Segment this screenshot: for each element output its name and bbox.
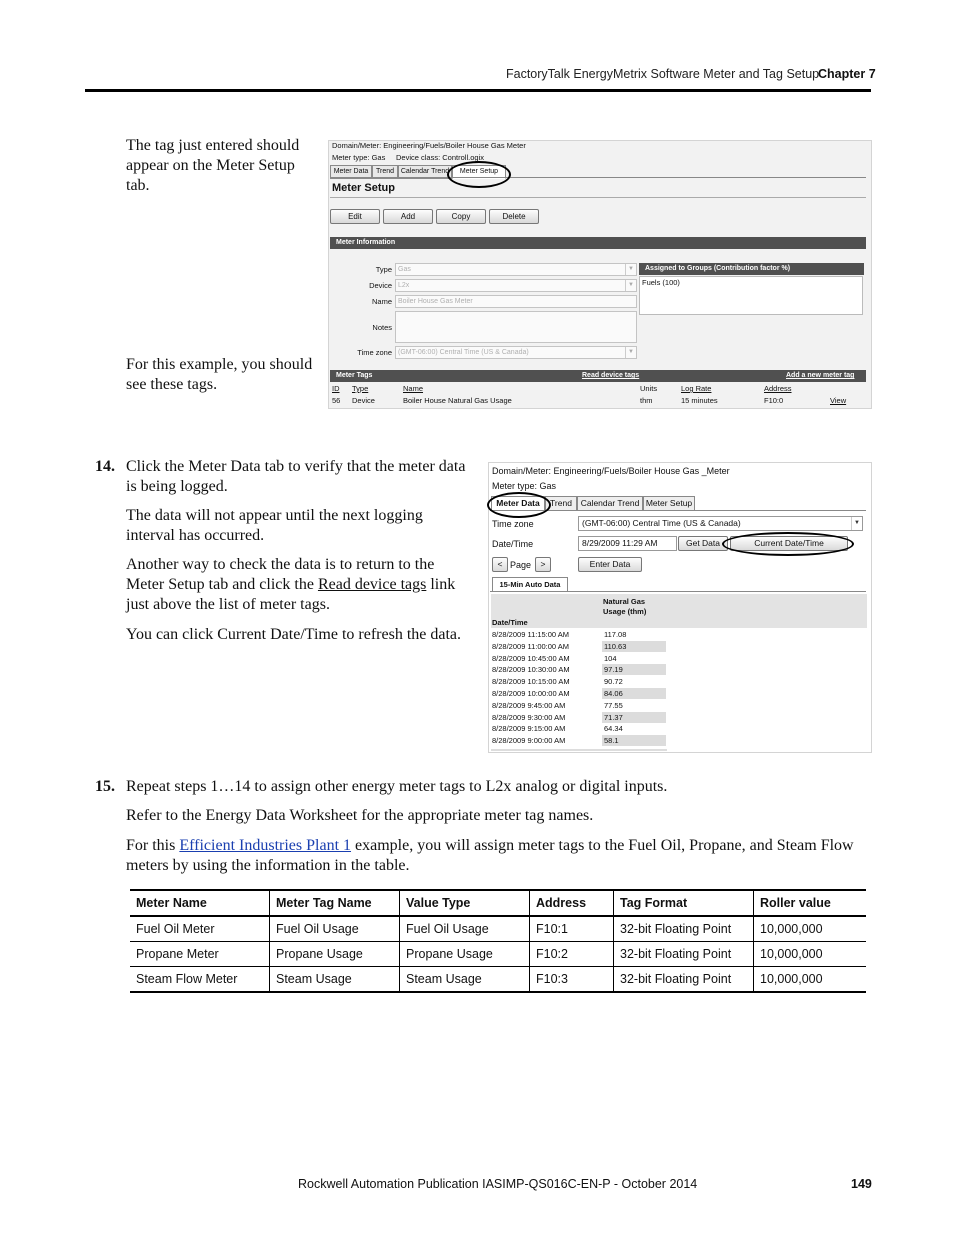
tab-underline bbox=[330, 177, 866, 178]
tag-address: F10:0 bbox=[764, 396, 784, 405]
data-row bbox=[491, 641, 667, 652]
th-address: Address bbox=[530, 890, 614, 916]
device-class-label: Device class: Controll.ogix bbox=[396, 153, 484, 162]
data-row bbox=[491, 700, 667, 711]
name-label: Name bbox=[371, 297, 392, 306]
sub-tab-underline bbox=[490, 591, 866, 592]
header-rule bbox=[85, 89, 871, 92]
groups-list[interactable]: Fuels (100) bbox=[639, 276, 863, 315]
th-meter-name: Meter Name bbox=[130, 890, 270, 916]
data-row-datetime: 8/28/2009 11:15:00 AM bbox=[492, 630, 570, 639]
cell-meter-name: Fuel Oil Meter bbox=[130, 916, 270, 942]
domain-meter-label-2: Domain/Meter: Engineering/Fuels/Boiler House Gas _Meter bbox=[492, 466, 730, 476]
data-row-value: 104 bbox=[604, 653, 617, 663]
meter-type-label: Meter type: Gas bbox=[332, 153, 386, 162]
add-meter-tag-link[interactable]: Add a new meter tag bbox=[786, 372, 855, 379]
chevron-down-icon: ▼ bbox=[625, 347, 636, 358]
side-note-meter-setup: The tag just entered should appear on the Meter Setup tab. bbox=[126, 137, 300, 194]
data-row bbox=[491, 653, 667, 664]
data-row bbox=[491, 629, 667, 640]
type-value: Gas bbox=[398, 266, 411, 273]
data-row-value: 64.34 bbox=[604, 724, 623, 734]
step-14-p3-a: Another way to check the data is to return to the Meter Setup tab and click the bbox=[126, 556, 435, 593]
col-log-rate[interactable]: Log Rate bbox=[681, 384, 712, 393]
step-14-p3 bbox=[126, 555, 471, 615]
data-row-value: 110.63 bbox=[602, 641, 666, 652]
cell-address: F10:2 bbox=[530, 942, 614, 967]
data-row-datetime: 8/28/2009 9:45:00 AM bbox=[492, 700, 566, 710]
copy-button[interactable]: Copy bbox=[436, 209, 486, 224]
data-row-value: 84.06 bbox=[602, 688, 666, 699]
data-row bbox=[491, 712, 667, 723]
date-time-label: Date/Time bbox=[492, 539, 534, 549]
delete-button[interactable]: Delete bbox=[489, 209, 539, 224]
time-zone-label: Time zone bbox=[357, 348, 392, 357]
enter-data-button[interactable]: Enter Data bbox=[578, 557, 642, 572]
page-number: 149 bbox=[851, 1177, 872, 1191]
data-row-datetime: 8/28/2009 10:15:00 AM bbox=[492, 677, 570, 687]
device-value: L2x bbox=[398, 282, 410, 289]
data-row-value: 77.55 bbox=[604, 700, 623, 710]
chevron-down-icon: ▼ bbox=[625, 280, 636, 291]
tag-name: Boiler House Natural Gas Usage bbox=[403, 396, 512, 405]
data-row bbox=[491, 723, 667, 734]
step-14-p1: Click the Meter Data tab to verify that the meter data is being logged. bbox=[126, 458, 466, 495]
cell-meter-tag-name: Fuel Oil Usage bbox=[270, 916, 400, 942]
step-14-p3-b: link just above the list of meter tags. bbox=[126, 576, 456, 613]
tab-meter-data[interactable]: Meter Data bbox=[330, 165, 372, 179]
table-row bbox=[130, 967, 866, 993]
tab-calendar-trend[interactable]: Calendar Trend bbox=[398, 165, 452, 179]
date-time-input[interactable]: 8/29/2009 11:29 AM bbox=[578, 536, 677, 551]
col-address[interactable]: Address bbox=[764, 384, 792, 393]
cell-meter-name: Steam Flow Meter bbox=[130, 967, 270, 993]
tab-meter-setup-2[interactable]: Meter Setup bbox=[643, 496, 695, 511]
name-input[interactable]: Boiler House Gas Meter bbox=[395, 295, 637, 308]
meter-information-bar: Meter Information bbox=[330, 237, 866, 249]
heading-rule bbox=[330, 197, 866, 198]
tag-log-rate: 15 minutes bbox=[681, 396, 718, 405]
time-zone-select-2[interactable] bbox=[578, 516, 863, 531]
th-tag-format: Tag Format bbox=[614, 890, 754, 916]
data-row-value: 117.08 bbox=[604, 630, 627, 639]
tab-15-min-auto-data[interactable]: 15-Min Auto Data bbox=[492, 577, 568, 592]
add-button[interactable]: Add bbox=[383, 209, 433, 224]
col-type[interactable]: Type bbox=[352, 384, 369, 393]
highlight-ellipse-meter-data bbox=[487, 492, 551, 518]
cell-meter-name: Propane Meter bbox=[130, 942, 270, 967]
tab-meter-setup[interactable]: Meter Setup bbox=[452, 165, 506, 179]
data-row-datetime: 8/28/2009 10:45:00 AM bbox=[492, 653, 570, 663]
step-15-p2: Refer to the Energy Data Worksheet for the appropriate meter tag names. bbox=[126, 807, 594, 824]
data-row-datetime: 8/28/2009 9:30:00 AM bbox=[492, 712, 566, 722]
tab-trend-2[interactable]: Trend bbox=[545, 496, 577, 511]
meter-tags-label: Meter Tags bbox=[336, 372, 373, 379]
cell-value-type: Fuel Oil Usage bbox=[400, 916, 530, 942]
step-14-p4: You can click Current Date/Time to refresh the data. bbox=[126, 626, 462, 643]
notes-label: Notes bbox=[372, 323, 392, 332]
highlight-ellipse-current-date-time bbox=[722, 532, 854, 556]
step-15-p1: Repeat steps 1…14 to assign other energy meter tags to L2x analog or digital inputs. bbox=[126, 778, 668, 795]
tab-calendar-trend-2[interactable]: Calendar Trend bbox=[577, 496, 643, 511]
data-row bbox=[491, 688, 667, 699]
time-zone-value-2: (GMT-06:00) Central Time (US & Canada) bbox=[582, 518, 741, 528]
step-14-p2: The data will not appear until the next logging interval has occurred. bbox=[126, 507, 423, 544]
tag-id: 56 bbox=[332, 396, 341, 405]
meter-type-label-2: Meter type: Gas bbox=[492, 481, 557, 491]
side-note-tags: For this example, you should see these tags. bbox=[126, 356, 313, 393]
col-id[interactable]: ID bbox=[332, 384, 340, 393]
edit-button[interactable]: Edit bbox=[330, 209, 380, 224]
data-row-datetime: 8/28/2009 10:30:00 AM bbox=[492, 665, 570, 675]
running-header-title: FactoryTalk EnergyMetrix Software Meter and Tag Setup bbox=[506, 67, 820, 81]
data-rows-cutoff bbox=[491, 749, 667, 751]
assigned-groups-bar: Assigned to Groups (Contribution factor %) bbox=[639, 263, 864, 275]
cell-roller-value: 10,000,000 bbox=[754, 916, 867, 942]
time-zone-select[interactable] bbox=[395, 346, 637, 359]
running-header-chapter: Chapter 7 bbox=[818, 67, 876, 81]
col-units: Units bbox=[640, 384, 658, 393]
data-row-value: 97.19 bbox=[602, 664, 666, 675]
highlight-ellipse-meter-setup bbox=[447, 161, 511, 188]
data-row-value: 71.37 bbox=[602, 712, 666, 723]
chevron-down-icon: ▼ bbox=[625, 264, 636, 275]
cell-address: F10:3 bbox=[530, 967, 614, 993]
cell-roller-value: 10,000,000 bbox=[754, 967, 867, 993]
time-zone-label-2: Time zone bbox=[492, 519, 534, 529]
table-header-row bbox=[130, 890, 866, 916]
time-zone-value: (GMT-06:00) Central Time (US & Canada) bbox=[398, 349, 529, 356]
th-roller-value: Roller value bbox=[754, 890, 867, 916]
data-row-datetime: 8/28/2009 10:00:00 AM bbox=[492, 689, 570, 698]
device-label: Device bbox=[369, 281, 392, 290]
step-15-p3-b: example, you will assign meter tags to the Fuel Oil, Propane, and Steam Flow meters by using the information in the table. bbox=[126, 837, 854, 874]
type-label: Type bbox=[375, 265, 392, 274]
read-device-tags-link[interactable]: Read device tags bbox=[582, 372, 640, 379]
tag-units: thm bbox=[640, 396, 653, 405]
cell-address: F10:1 bbox=[530, 916, 614, 942]
data-row-datetime: 8/28/2009 9:15:00 AM bbox=[492, 724, 566, 734]
efficient-industries-link[interactable]: Efficient Industries Plant 1 bbox=[179, 837, 352, 854]
chevron-down-icon: ▼ bbox=[851, 517, 862, 530]
data-header-band bbox=[491, 594, 867, 628]
natural-gas-usage-header: Natural Gas Usage (thm) bbox=[603, 597, 647, 616]
get-data-button[interactable]: Get Data bbox=[678, 536, 728, 551]
meter-tags-bar bbox=[330, 370, 866, 382]
cell-meter-tag-name: Propane Usage bbox=[270, 942, 400, 967]
table-row bbox=[130, 916, 866, 942]
data-row bbox=[491, 676, 667, 687]
th-value-type: Value Type bbox=[400, 890, 530, 916]
date-time-column-header: Date/Time bbox=[492, 618, 528, 627]
footer-publication: Rockwell Automation Publication IASIMP-QS016C-EN-P - October 2014 bbox=[298, 1177, 698, 1191]
step-14-number: 14. bbox=[95, 458, 115, 475]
cell-meter-tag-name: Steam Usage bbox=[270, 967, 400, 993]
tab-trend[interactable]: Trend bbox=[372, 165, 398, 179]
cell-value-type: Steam Usage bbox=[400, 967, 530, 993]
cell-tag-format: 32-bit Floating Point bbox=[614, 942, 754, 967]
tag-type: Device bbox=[352, 396, 375, 405]
cell-tag-format: 32-bit Floating Point bbox=[614, 916, 754, 942]
step-15-p3-a: For this bbox=[126, 837, 180, 854]
device-select[interactable] bbox=[395, 279, 637, 292]
meter-tag-table bbox=[130, 889, 866, 993]
prev-page-button[interactable]: < bbox=[492, 557, 508, 572]
step-15-p3 bbox=[126, 836, 866, 876]
meter-setup-heading: Meter Setup bbox=[332, 182, 395, 194]
th-meter-tag-name: Meter Tag Name bbox=[270, 890, 400, 916]
next-page-button[interactable]: > bbox=[535, 557, 551, 572]
cell-value-type: Propane Usage bbox=[400, 942, 530, 967]
tab-meter-data-2[interactable]: Meter Data bbox=[491, 496, 545, 511]
step-15-number: 15. bbox=[95, 778, 115, 795]
data-row-datetime: 8/28/2009 9:00:00 AM bbox=[492, 736, 566, 746]
type-select[interactable] bbox=[395, 263, 637, 276]
page-label: Page bbox=[510, 560, 532, 570]
read-device-tags-ref: Read device tags bbox=[317, 576, 427, 593]
cell-roller-value: 10,000,000 bbox=[754, 942, 867, 967]
data-row-datetime: 8/28/2009 11:00:00 AM bbox=[492, 641, 570, 651]
data-row bbox=[491, 664, 667, 675]
data-row bbox=[491, 735, 667, 746]
cell-tag-format: 32-bit Floating Point bbox=[614, 967, 754, 993]
data-row-value: 58.1 bbox=[602, 735, 666, 746]
col-name[interactable]: Name bbox=[403, 384, 424, 393]
table-row bbox=[130, 942, 866, 967]
data-row-value: 90.72 bbox=[604, 677, 623, 687]
view-link[interactable]: View bbox=[830, 396, 847, 405]
domain-meter-label: Domain/Meter: Engineering/Fuels/Boiler House Gas Meter bbox=[332, 141, 526, 150]
notes-textarea[interactable] bbox=[395, 311, 637, 343]
current-date-time-button[interactable]: Current Date/Time bbox=[730, 536, 848, 551]
